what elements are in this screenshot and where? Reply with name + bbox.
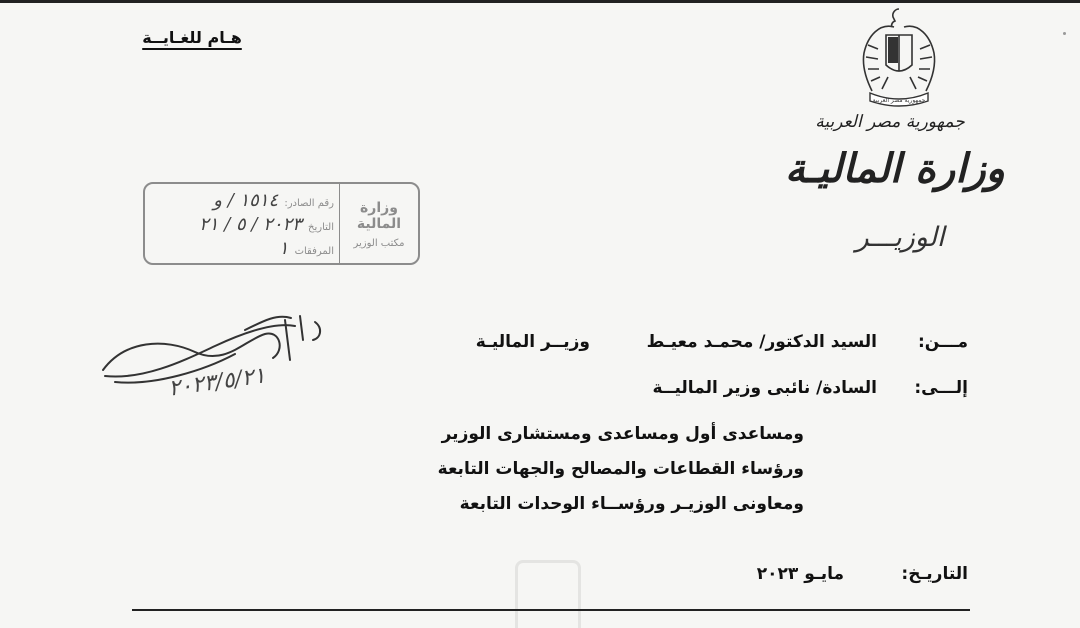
recipient-line: ومعاونى الوزيـر ورؤســاء الوحدات التابعة xyxy=(459,494,804,514)
stamp-attachments-value: ١ xyxy=(278,238,289,259)
from-title: وزيــر الماليـة xyxy=(475,332,590,352)
stamp-issue-label: رقم الصادر: xyxy=(284,198,334,209)
stamp-fields xyxy=(145,184,342,263)
stamp-issue-value: ١٥١٤ / و xyxy=(213,190,279,211)
from-label: مـــن: xyxy=(917,332,968,352)
emblem-banner-text: جمهورية مصر العربية xyxy=(872,97,926,104)
bottom-divider xyxy=(132,609,970,611)
republic-name: جمهورية مصر العربية xyxy=(815,112,965,132)
minister-signature xyxy=(95,300,335,420)
stamp-date-label: التاريخ xyxy=(308,222,334,233)
recipient-line: السادة/ نائبى وزير الماليــة xyxy=(652,378,877,398)
stamp-date-value: ٢٠٢٣ / ٥ / ٢١ xyxy=(199,214,302,235)
urgency-label: هـام للغـايــة xyxy=(142,28,242,47)
eagle-emblem-icon xyxy=(858,5,940,111)
ministry-name: وزارة الماليـة xyxy=(785,145,1005,192)
top-border xyxy=(0,0,1080,3)
stamp-attachments-label: المرفقات xyxy=(294,246,334,257)
scan-speck xyxy=(1063,32,1066,35)
stamp-row-attachments xyxy=(276,238,334,259)
stamp-org xyxy=(339,184,418,263)
to-label: إلـــى: xyxy=(914,378,968,398)
stamp-row-issue xyxy=(210,190,334,211)
date-label: التاريـخ: xyxy=(901,564,968,584)
stamp-row-date xyxy=(196,214,334,235)
signature-date: ٢٠٢٣/٥/٢١ xyxy=(166,363,268,402)
date-value: مايـو ٢٠٢٣ xyxy=(756,564,844,584)
registry-stamp xyxy=(143,182,420,265)
stamp-org-office: مكتب الوزير xyxy=(353,238,405,249)
recipient-line: ومساعدى أول ومساعدى ومستشارى الوزير xyxy=(441,424,804,444)
stamp-org-name: وزارة المالية xyxy=(356,200,402,232)
minister-office: الوزيـــر xyxy=(855,222,945,253)
recipient-line: ورؤساء القطاعات والمصالح والجهات التابعة xyxy=(437,459,804,479)
watermark-emblem xyxy=(515,560,581,628)
from-name: السيد الدكتور/ محمـد معيـط xyxy=(646,332,877,352)
